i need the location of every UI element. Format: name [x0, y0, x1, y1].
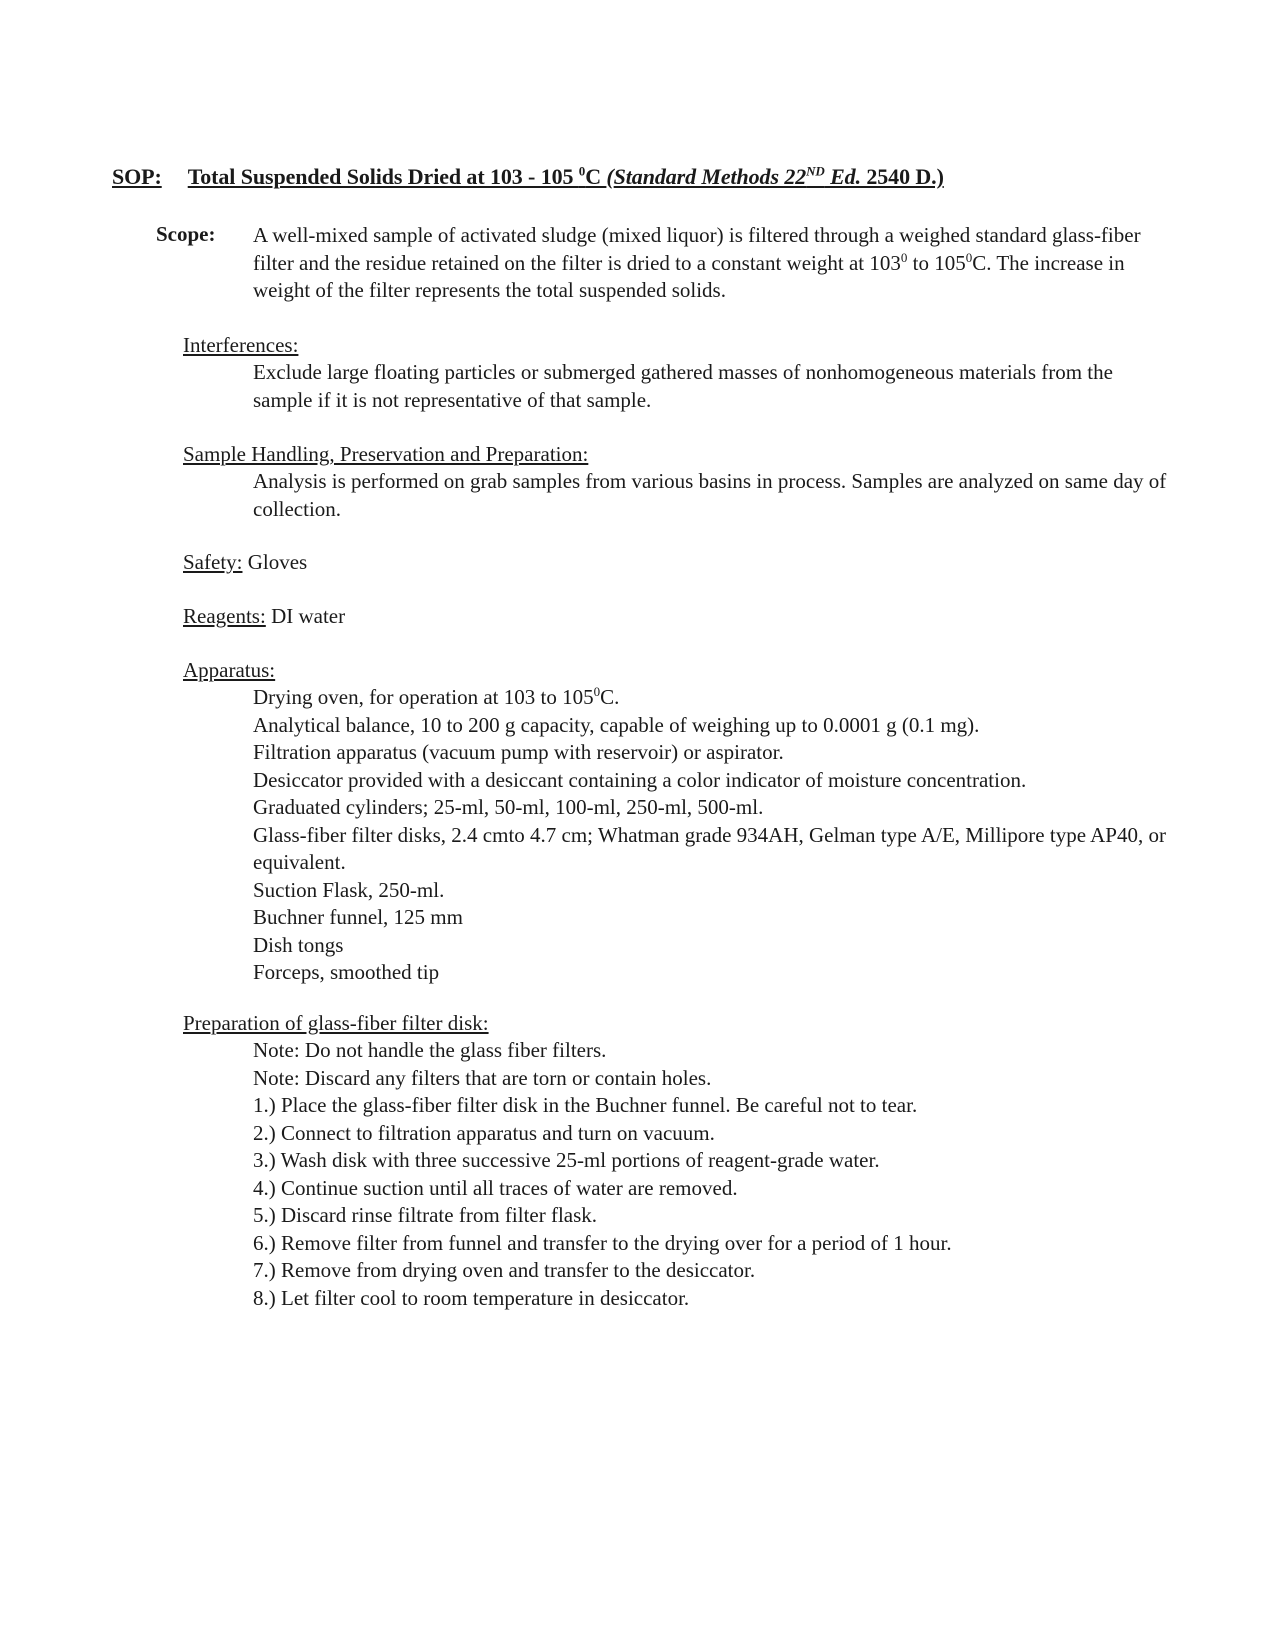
apparatus-item: Suction Flask, 250-ml.	[253, 877, 445, 902]
scope-sup2: 0	[965, 249, 973, 265]
apparatus-heading-text: Apparatus:	[183, 658, 276, 682]
apparatus-oven-a: Drying oven, for operation at 103 to 105	[253, 685, 594, 709]
reagents-heading: Reagents:	[183, 604, 266, 628]
title-ref-open: (	[606, 164, 614, 189]
scope-text-c: C. The increase in weight of the filter represents the total suspended solids.	[253, 250, 1125, 302]
title-main: Total Suspended Solids Dried at 103 - 105	[187, 164, 579, 189]
apparatus-item: Dish tongs	[253, 932, 344, 957]
scope-sup1: 0	[900, 249, 908, 265]
title-ref-italic2: Ed.	[824, 164, 861, 189]
preparation-step: 5.) Discard rinse filtrate from filter flask.	[253, 1203, 598, 1227]
safety-text: Gloves	[242, 550, 308, 574]
preparation-list	[253, 1037, 1173, 1312]
preparation-heading	[183, 1010, 489, 1038]
preparation-step: 8.) Let filter cool to room temperature in desiccator.	[253, 1285, 690, 1310]
sample-handling-text: Analysis is performed on grab samples from various basins in process. Samples are analyzed on same day of collection.	[253, 469, 1167, 521]
reagents-text: DI water	[265, 604, 346, 628]
apparatus-oven-sup: 0	[593, 684, 601, 699]
preparation-step: 6.) Remove filter from funnel and transfer to the drying over for a period of 1 hour.	[253, 1230, 952, 1255]
preparation-step: 1.) Place the glass-fiber filter disk in the Buchner funnel. Be careful not to tear.	[253, 1093, 918, 1117]
preparation-step: Note: Discard any filters that are torn or contain holes.	[253, 1065, 712, 1090]
title-ref-close: 2540 D.)	[860, 164, 944, 189]
apparatus-item: Filtration apparatus (vacuum pump with reservoir) or aspirator.	[253, 740, 784, 764]
scope-label: Scope:	[156, 222, 216, 246]
title-unit: C	[585, 164, 607, 189]
sample-handling-heading-text: Sample Handling, Preservation and Preparation:	[183, 442, 589, 466]
apparatus-item: Buchner funnel, 125 mm	[253, 905, 463, 929]
apparatus-item	[253, 684, 1173, 712]
preparation-step: 2.) Connect to filtration apparatus and turn on vacuum.	[253, 1120, 715, 1145]
apparatus-item: Forceps, smoothed tip	[253, 960, 440, 984]
preparation-step: 7.) Remove from drying oven and transfer to the desiccator.	[253, 1258, 756, 1282]
safety-line	[183, 549, 307, 577]
title-ref-sup: ND	[806, 163, 825, 179]
page-title	[112, 164, 944, 190]
interferences-heading	[183, 332, 298, 360]
scope-text-a: A well-mixed sample of activated sludge (mixed liquor) is filtered through a weighed standard glass-fiber filter and the residue retained on the filter is dried to a constant weight at 103	[253, 223, 1141, 275]
safety-heading: Safety:	[183, 550, 243, 574]
scope-text	[253, 222, 1163, 305]
apparatus-oven-b: C.	[600, 685, 620, 709]
interferences-text: Exclude large floating particles or submerged gathered masses of nonhomogeneous materials from the sample if it is not representative of that sample.	[253, 360, 1113, 412]
apparatus-item: Desiccator provided with a desiccant containing a color indicator of moisture concentration.	[253, 767, 1027, 792]
apparatus-item: Graduated cylinders; 25-ml, 50-ml, 100-ml, 250-ml, 500-ml.	[253, 795, 764, 819]
title-degree: 0	[578, 163, 586, 179]
scope-text-b: to 105	[907, 250, 966, 275]
interferences-heading-text: Interferences:	[183, 333, 299, 357]
apparatus-item: Analytical balance, 10 to 200 g capacity, capable of weighing up to 0.0001 g (0.1 mg).	[253, 712, 980, 737]
preparation-step: Note: Do not handle the glass fiber filters.	[253, 1038, 607, 1062]
sop-label: SOP:	[112, 164, 162, 189]
reagents-line	[183, 603, 345, 631]
apparatus-heading	[183, 657, 275, 685]
preparation-heading-text: Preparation of glass-fiber filter disk:	[183, 1011, 489, 1035]
sample-handling-heading	[183, 441, 588, 469]
preparation-step: 3.) Wash disk with three successive 25-ml portions of reagent-grade water.	[253, 1148, 880, 1172]
preparation-step: 4.) Continue suction until all traces of water are removed.	[253, 1175, 738, 1200]
apparatus-item: Glass-fiber filter disks, 2.4 cmto 4.7 cm; Whatman grade 934AH, Gelman type A/E, Millipore type AP40, or equivalent.	[253, 822, 1166, 874]
apparatus-list	[253, 684, 1173, 987]
title-ref-italic: Standard Methods 22	[613, 164, 807, 189]
